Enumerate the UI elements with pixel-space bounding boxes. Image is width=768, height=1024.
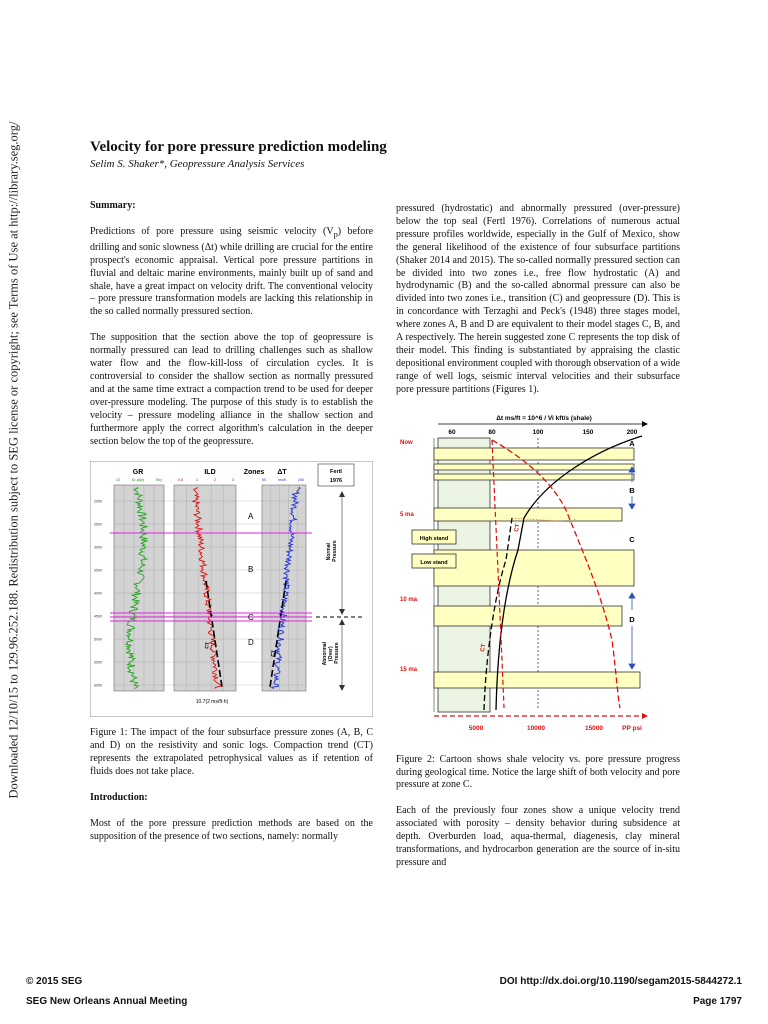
zones-paragraph: Each of the previously four zones show a unique velocity trend associated with porosity – density behavior during subsidence at depth. Overburden load, aqua-thermal, diagenesis, clay mineral transformations, and hydrocarbon generation are the source of in-situ pressure and	[396, 805, 680, 868]
fig2-zone-c: C	[629, 534, 635, 544]
gr-scale-left: 10	[116, 478, 120, 483]
fertl-ref-line-2: 1976	[329, 478, 343, 485]
depth-label: 4500	[94, 614, 102, 619]
depth-label: 4000	[94, 591, 102, 596]
gr-scale-right: Eby	[155, 478, 162, 483]
top-tick-60: 60	[448, 428, 456, 436]
introduction-paragraph-continued: pressured (hydrostatic) and abnormally pressured (over-pressure) below the top seal (Fertl 1976). Correlations of numerous actual pressure profiles worldwide, especially in the Gulf of Mexico, show the general likelihood of the existence of four subsurface partitions (Shaker 2014 and 2015). The so-called normally pressured section can be divided into two zones i.e., free flow hydrostatic (A) and hydrodynamic (B) and the so-called abnormal pressure can also be divided into two zones i.e., transition (C) and geopressure (D). This is in concordance with Terzaghi and Peck's (1948) three stages model, where zones A, B and D are equivalent to their model stages C, B, and A respectively. The herein suggested zone C represents the top disk of their model. This finding is substantiated by appraising the clastic depositional environment coupled with thorough observation of a wide range of well logs, seismic interval velocities and their subsurface pore pressure partitions (Figures 1).	[396, 203, 680, 395]
dt-ct-label: CT	[270, 650, 278, 658]
fig2-zone-b: B	[629, 485, 635, 495]
figure-1-caption: Figure 1: The impact of the four subsurface pressure zones (A, B, C and D) on the resistivity and sonic logs. Compaction trend (CT) represents the extrapolated petrophysical values as if retention of fluids does not take place.	[90, 727, 373, 778]
depth-label: 6000	[94, 683, 102, 688]
ct-label-lower: CT	[480, 643, 488, 652]
zone-c-label: C	[248, 613, 254, 623]
top-tick-200: 200	[626, 428, 638, 436]
track-ild-label: ILD	[204, 469, 216, 477]
time-10ma: 10 ma	[400, 596, 418, 603]
ild-scale-2: 1	[196, 478, 198, 483]
layer-3	[434, 474, 634, 480]
abnormal-pressure-line-2: (Over)	[328, 646, 334, 662]
summary-paragraph-1: Predictions of pore pressure using seismic velocity $(V_p)$ before drilling and sonic slowness (Δt) while drilling are crucial for the entire prospect's economic appraisal. Vertical pore pressure partitions in fluvial and deltaic marine environments, mainly built up of sand and shale, have a great impact on velocity drift. The conventional velocity – pore pressure transformation models are lacking this relationship in the so called normally pressured section.	[90, 225, 374, 318]
depth-label: 5000	[94, 637, 102, 642]
fig2-zone-d: D	[629, 614, 635, 624]
introduction-heading: Introduction:	[90, 792, 148, 804]
layer-6	[434, 672, 640, 688]
layer-2	[434, 464, 634, 470]
normal-pressure-line-1: Normal	[326, 543, 332, 561]
page-number: Page 1797	[693, 996, 742, 1007]
svg-text:Normal Pressure	[326, 540, 338, 562]
dt-track	[262, 485, 306, 691]
track-gr-label: GR	[132, 469, 144, 477]
layer-5	[434, 606, 622, 626]
top-tick-80: 80	[488, 428, 496, 436]
track-zones-label: Zones	[243, 469, 265, 477]
figure-1	[90, 461, 373, 717]
ct-label-upper: CT	[514, 523, 522, 532]
normal-pressure-line-2: Pressure	[332, 540, 338, 563]
low-stand-label: Low stand	[420, 559, 448, 566]
time-15ma: 15 ma	[400, 666, 418, 673]
download-notice: Downloaded 12/10/15 to 129.96.252.188. Redistribution subject to SEG license or copyright; see Terms of Use at http://library.seg.org/	[6, 121, 21, 799]
fertl-ref-line-1: Fertl	[330, 469, 342, 476]
depth-label: 3000	[94, 545, 102, 550]
layer-low-stand	[434, 550, 634, 586]
zone-a-label: A	[248, 512, 254, 522]
gr-scale-unit: Gr-(Api)	[131, 478, 145, 483]
depth-label: 3500	[94, 568, 102, 573]
introduction-paragraph-start: Most of the pore pressure prediction methods are based on the supposition of the presence of two sections, namely: normally	[90, 817, 373, 842]
paper-author: Selim S. Shaker*, Geopressure Analysis Services	[90, 158, 305, 170]
track-dt-label: ΔT	[277, 469, 287, 477]
dt-scale-left: 50	[262, 478, 266, 483]
ild-scale-4: 3	[232, 478, 234, 483]
pp-tick-5000: 5000	[468, 724, 484, 732]
ild-scale-3: 2	[214, 478, 216, 483]
pp-tick-15000: 15000	[584, 724, 604, 732]
paper-title: Velocity for pore pressure prediction modeling	[90, 139, 387, 155]
fig2-zone-a: A	[629, 438, 635, 448]
dt-scale-right: 200	[298, 478, 304, 483]
figure-2	[396, 410, 680, 740]
pp-tick-10000: 10000	[526, 724, 546, 732]
zone-d-label: D	[248, 638, 254, 648]
layer-1	[434, 448, 634, 460]
zone-b-label: B	[248, 565, 254, 575]
ild-ct-label: CT	[204, 642, 212, 650]
left-column	[90, 200, 373, 857]
abnormal-pressure-line-1: Abnormal	[322, 642, 328, 666]
fig1-bottom-label: 10.7(2 ms/ft·h)	[195, 699, 229, 706]
top-tick-100: 100	[532, 428, 544, 436]
depth-label: 2000	[94, 499, 102, 504]
abnormal-pressure-line-3: Pressure	[334, 642, 340, 665]
meeting-name: SEG New Orleans Annual Meeting	[26, 996, 188, 1007]
dt-scale-unit: ms/ft	[278, 478, 286, 483]
right-column	[396, 203, 680, 883]
depth-label: 2500	[94, 522, 102, 527]
doi-link[interactable]: DOI http://dx.doi.org/10.1190/segam2015-5844272.1	[499, 976, 742, 987]
time-5ma: 5 ma	[400, 511, 414, 518]
copyright: © 2015 SEG	[26, 976, 83, 987]
summary-paragraph-2: The supposition that the section above the top of geopressure is normally pressured can lead to drilling challenges such as shallow water flow and the flow-kill-loss of circulation cycles. It is controversial to consider the shallow section as normally pressured and at the same time extract a compaction trend to be used for deeper over-pressure modeling. The purpose of this study is to establish the velocity – pressure modeling alliance in the shallow section and furthermore apply the correct algorithm's calculation in the deeper section below the top of the geopressure.	[90, 332, 373, 447]
ild-track	[174, 485, 236, 691]
ild-scale-1: 0.5	[178, 478, 183, 483]
summary-heading: Summary:	[90, 200, 136, 211]
pp-axis-label: PP psi	[622, 724, 642, 732]
high-stand-label: High stand	[419, 535, 449, 542]
figure-2-caption: Figure 2: Cartoon shows shale velocity vs. pore pressure progress during geological time. Notice the large shift of both velocity and pore pressure at zone C.	[396, 753, 680, 791]
fig2-axis-title: Δt ms/ft = 10^6 / Vi kft/s (shale)	[496, 414, 592, 422]
time-now: Now	[400, 439, 413, 446]
top-tick-150: 150	[582, 428, 594, 436]
depth-label: 5500	[94, 660, 102, 665]
